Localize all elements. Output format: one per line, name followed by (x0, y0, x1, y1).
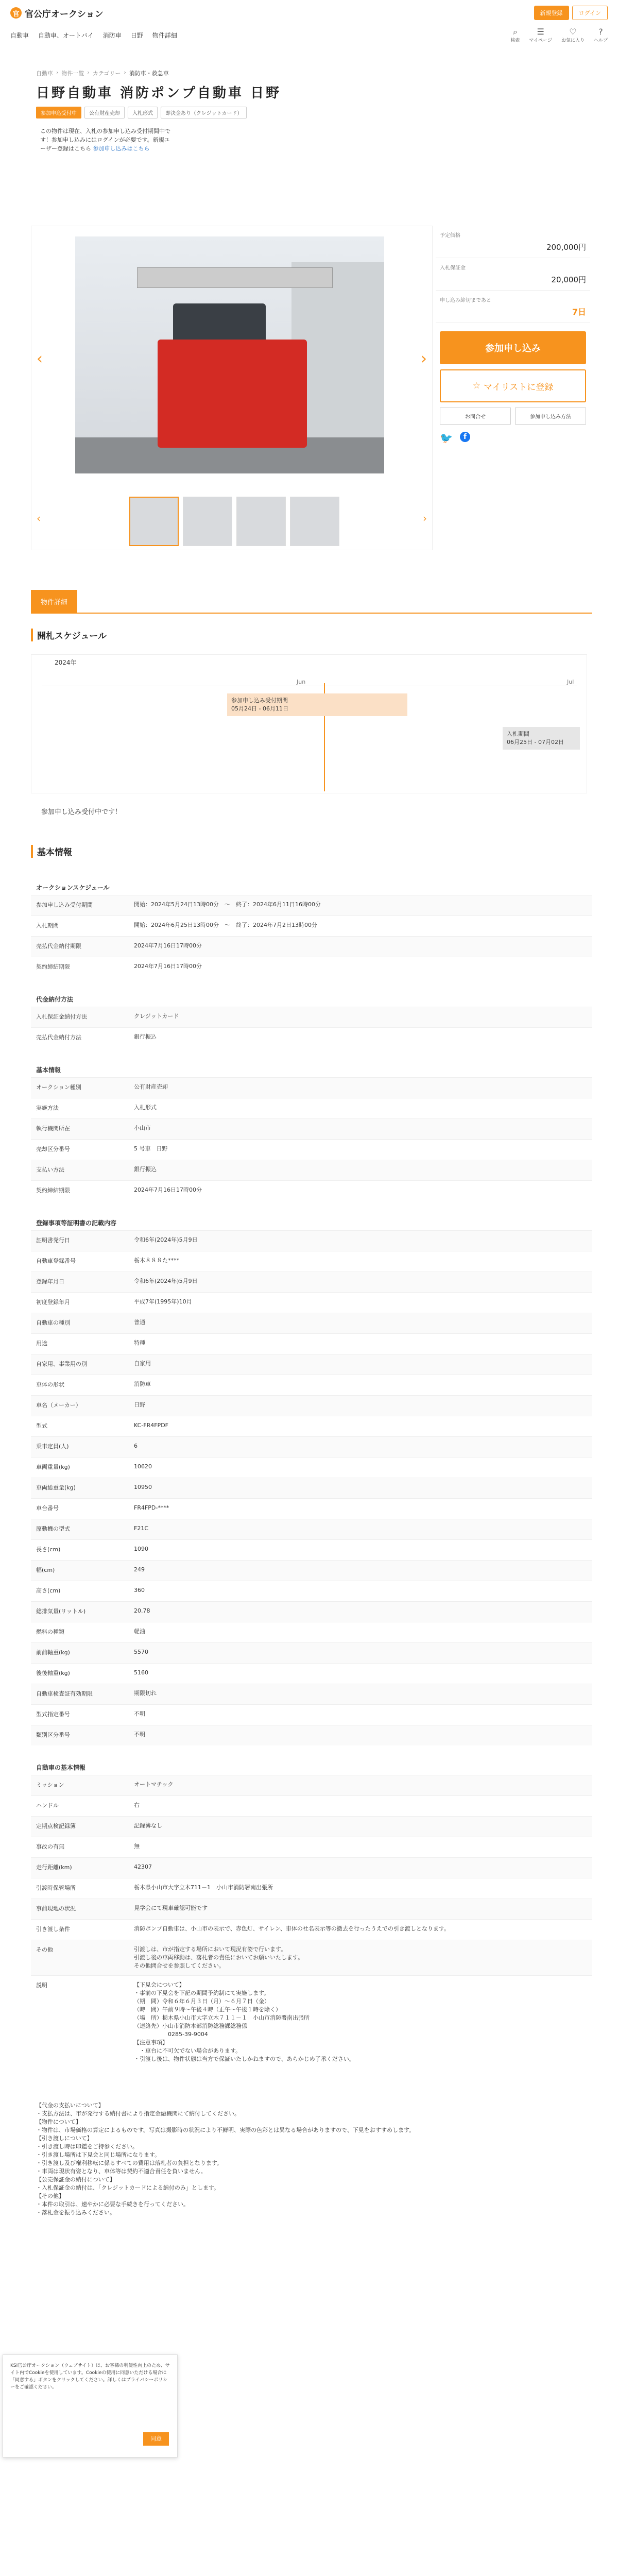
table-row: 初度登録年月 平成7年(1995年)10月 (31, 1292, 592, 1313)
heart-icon[interactable]: ♡ お気に入り (561, 26, 585, 43)
table-row: 型式指定番号 不明 (31, 1704, 592, 1725)
bid-button[interactable]: 参加申し込み (440, 331, 586, 364)
info-table (31, 866, 592, 2222)
table-row: 後後軸重(kg) 5160 (31, 1663, 592, 1684)
table-row: 自家用、事業用の別 自家用 (31, 1354, 592, 1375)
table-row: 燃料の種類 軽油 (31, 1622, 592, 1642)
thumb-prev-icon[interactable]: ‹ (37, 512, 41, 524)
search-icon[interactable]: ⌕ 検索 (510, 26, 520, 43)
schedule-note: 参加申し込み受付中です！ (41, 808, 122, 816)
thumbnail[interactable] (290, 497, 339, 546)
table-row: 前前軸重(kg) 5570 (31, 1642, 592, 1663)
table-row: 登録年月日 令和6年(2024年)5月9日 (31, 1272, 592, 1292)
table-row: 説明 【下見会について】 ・事前の下見会を下記の期間予約制にて実施します。 （期 間）令和６年６月３日（月）～６月７日（金） （時 間）午前９時～午後４時（正午～午後１時を除く） （場 所）栃木県小山市大字立木７１１－１ 小山市消防署南出張所 （連絡先）小山市消防本部消防総務課総務係 0285-39-9004 【注意事項】 ・車台に不可欠でない場合があります。 ・引渡し後は、物件状態は当方で保証いたしかねますので、あらかじめ了承ください。 (31, 1975, 592, 2089)
table-row: 用途 特種 (31, 1333, 592, 1354)
table-row: 車名（メーカー） 日野 (31, 1395, 592, 1416)
global-nav (0, 26, 618, 44)
table-row: ミッション オートマチック (31, 1775, 592, 1795)
table-row: 参加申し込み受付期間 開始：2024年5月24日13時00分 ～ 終了：2024年6月11日16時00分 (31, 895, 592, 916)
header (0, 0, 618, 26)
table-row: 自動車登録番号 栃木８８８た**** (31, 1251, 592, 1272)
table-row: 型式 KC-FR4FPDF (31, 1416, 592, 1436)
menu-icon[interactable]: ☰ マイページ (529, 26, 552, 43)
table-row: 入札期間 開始：2024年6月25日13時00分 ～ 終了：2024年7月2日13時00分 (31, 916, 592, 936)
info-group: 基本情報 オークション種別 公有財産売却 実施方法 入札形式 執行機関所在 小山市 売却区分番号 5 号車 日野 支払い方法 銀行振込 契約締結期限 2024年7月16日17時00分 (31, 1062, 592, 1201)
login-button[interactable]: ログイン (572, 6, 608, 20)
howto-button[interactable]: 参加申し込み方法 (515, 408, 586, 425)
next-arrow-icon[interactable]: › (421, 350, 427, 368)
table-row: 車両重量(kg) 10620 (31, 1457, 592, 1478)
deposit: 20,000円 (551, 275, 586, 284)
breadcrumb-item[interactable]: 自動車 (36, 70, 53, 77)
tab-detail[interactable]: 物件詳細 (31, 590, 77, 613)
nav-item[interactable]: 自動車、オートバイ (38, 31, 94, 39)
table-row: 自動車検査証有効期限 期限切れ (31, 1684, 592, 1704)
cookie-banner: KSI官公庁オークション（ウェブサイト）は、お客様の利便性向上のため、サイト内でCookieを使用しています。Cookieの使用に同意いただける場合は「同意する」ボタンをクリックしてください。詳しくはプライバシーポリシーをご確認ください。 同意 (3, 2354, 178, 2458)
table-row: ハンドル 右 (31, 1795, 592, 1816)
table-row: 自動車の種別 普通 (31, 1313, 592, 1333)
schedule-heading: 開札スケジュール (31, 629, 592, 641)
breadcrumb-item[interactable]: 消防車・救急車 (129, 70, 169, 77)
tag: 入札形式 (128, 107, 158, 118)
table-row: 執行機関所在 小山市 (31, 1118, 592, 1139)
table-row: オークション種別 公有財産売却 (31, 1077, 592, 1098)
breadcrumb-item[interactable]: 物件一覧 (61, 70, 84, 77)
table-row: 原動機の型式 F21C (31, 1519, 592, 1539)
table-row: 走行距離(km) 42307 (31, 1857, 592, 1878)
period-bidding: 入札期間 06月25日 - 07月02日 (503, 727, 580, 750)
period-application: 参加申し込み受付期間 05月24日 - 06月11日 (227, 693, 407, 716)
table-row: 高さ(cm) 360 (31, 1581, 592, 1601)
breadcrumb-item[interactable]: カテゴリー (92, 70, 121, 77)
breadcrumb: 自動車 › 物件一覧 › カテゴリー › 消防車・救急車 (36, 69, 169, 77)
thumbnail[interactable] (183, 497, 232, 546)
schedule-timeline: 2024年 Jun Jul 参加申し込み受付期間 05月24日 - 06月11日 入札期間 06月25日 - 07月02日 (31, 654, 587, 793)
table-row: 事前現地の状況 見学会にて現車確認可能です (31, 1899, 592, 1919)
detail-notes: 【代金の支払いについて】 ・支払方法は、市が発行する納付書により指定金融機関にて納付してください。 【物件について】 ・物件は、市場価格の算定によるものです。写真は撮影時の状況により不鮮明、実際の色彩とは異なる場合がありますので、下見をおすすめします。 【引き渡しについて】 ・引き渡し時は印鑑をご持参ください。 ・引き渡し場所は下見会と同じ場所になります。 ・引き渡し及び権利移転に係るすべての費用は落札者の負担となります。 ・車両は現状有姿となり、車体等は契約不適合責任を負いません。 【公売保証金の納付について】 ・入札保証金の納付は、「クレジットカードによる納付のみ」とします。 【その他】 ・本件の取引は、速やかに必要な手続きを行ってください。 ・落札金を振り込みください。 (36, 2102, 415, 2216)
info-group: 自動車の基本情報 ミッション オートマチック ハンドル 右 定期点検記録簿 記録簿なし 事故の有無 無 走行距離(km) 42307 引渡時保管場所 栃木県小山市大字立木711－1 小山市消防署南出張所 事前現地の状況 見学会にて現車確認可能です 引き渡し条件 消防ポンプ自動車は、小山市の表示で、赤色灯、サイレン、車体の社名表示等の撤去を行ったうえでの引き渡しとなります。 その他 引渡しは、市が指定する場所において現況有姿で行います。 引渡し後の車両移動は、落札者の責任においてお願いいたします。 その他問合せを参照してください。 説明 【下見会について】 ・事前の下見会を下記の期間予約制にて実施します。 （期 間）令和６年６月３日（月）～６月７日（金） （時 間）午前９時～午後４時（正午～午後１時を除く） （場 所）栃木県小山市大字立木７１１－１ 小山市消防署南出張所 （連絡先）小山市消防本部消防総務課総務係 0285-39-9004 【注意事項】 ・車台に不可欠でない場合があります。 ・引渡し後は、物件状態は当方で保証いたしかねますので、あらかじめ了承ください。 (31, 1760, 592, 2089)
register-button[interactable]: 新規登録 (534, 6, 569, 20)
nav-item: 物件詳細 (152, 31, 177, 39)
table-row: 売払代金納付期限 2024年7月16日17時00分 (31, 936, 592, 957)
table-row: 支払い方法 銀行振込 (31, 1160, 592, 1180)
table-row: 実施方法 入札形式 (31, 1098, 592, 1118)
photo-gallery (31, 226, 433, 550)
table-row: 長さ(cm) 1090 (31, 1539, 592, 1560)
notice: この物件は現在、入札の参加申し込み受付期間中です！参加申し込みにはログインが必要です。新規ユーザー登録はこちら 参加申し込みはこちら (40, 128, 170, 152)
apply-link[interactable]: 参加申し込みはこちら (93, 145, 150, 152)
table-row: その他 引渡しは、市が指定する場所において現況有姿で行います。 引渡し後の車両移動は、落札者の責任においてお願いいたします。 その他問合せを参照してください。 (31, 1940, 592, 1975)
logo-icon: 官 (10, 7, 22, 19)
table-row: 契約締結期限 2024年7月16日17時00分 (31, 957, 592, 977)
table-row: 契約締結期限 2024年7月16日17時00分 (31, 1180, 592, 1201)
table-row: 引渡時保管場所 栃木県小山市大字立木711－1 小山市消防署南出張所 (31, 1878, 592, 1899)
facebook-icon[interactable]: f (460, 432, 470, 442)
table-row: 類別区分番号 不明 (31, 1725, 592, 1745)
table-row: 定期点検記録簿 記録簿なし (31, 1816, 592, 1837)
bid-panel: 予定価格 200,000円 入札保証金 20,000円 申し込み締切まであと 7日 参加申し込み ☆ マイリストに登録 お問合せ 参加申し込み方法 🐦 f (436, 226, 590, 451)
thumb-next-icon[interactable]: › (423, 512, 427, 524)
site-logo[interactable]: 官 官公庁オークション (10, 7, 104, 20)
nav-item[interactable]: 日野 (130, 31, 143, 39)
table-row: 車体の形状 消防車 (31, 1375, 592, 1395)
table-row: 総排気量(リットル) 20.78 (31, 1601, 592, 1622)
table-row: 証明書発行日 令和6年(2024年)5月9日 (31, 1230, 592, 1251)
table-row: 車台番号 FR4FPD-**** (31, 1498, 592, 1519)
status-badge: 参加申込受付中 (36, 107, 81, 118)
info-group: オークションスケジュール 参加申し込み受付期間 開始：2024年5月24日13時00分 ～ 終了：2024年6月11日16時00分 入札期間 開始：2024年6月25日13時00分 ～ 終了：2024年7月2日13時00分 売払代金納付期限 2024年7月16日17時00分 契約締結期限 2024年7月16日17時00分 (31, 880, 592, 977)
table-row: 車両総重量(kg) 10950 (31, 1478, 592, 1498)
inquiry-button[interactable]: お問合せ (440, 408, 511, 425)
help-icon[interactable]: ? ヘルプ (593, 26, 608, 43)
tag-list (36, 107, 618, 118)
table-row: 売払代金納付方法 銀行振込 (31, 1027, 592, 1048)
thumbnail[interactable] (129, 497, 179, 546)
nav-item[interactable]: 消防車 (102, 31, 122, 39)
planned-price: 200,000円 (546, 243, 586, 252)
info-group: 代金納付方法 入札保証金納付方法 クレジットカード 売払代金納付方法 銀行振込 (31, 992, 592, 1048)
countdown: 7日 (572, 307, 586, 317)
main-photo[interactable] (75, 236, 384, 473)
tab-bar (31, 590, 592, 614)
table-row: 乗車定員(人) 6 (31, 1436, 592, 1457)
table-row: 幅(cm) 249 (31, 1560, 592, 1581)
basic-info-heading: 基本情報 (31, 845, 592, 858)
page-title: 日野自動車 消防ポンプ自動車 日野 (36, 86, 282, 101)
nav-item[interactable]: 自動車 (10, 31, 29, 39)
mylist-button[interactable]: ☆ マイリストに登録 (440, 369, 586, 402)
table-row: 引き渡し条件 消防ポンプ自動車は、小山市の表示で、赤色灯、サイレン、車体の社名表示等の撤去を行ったうえでの引き渡しとなります。 (31, 1919, 592, 1940)
tag: 即決金あり（クレジットカード） (161, 107, 247, 118)
table-row: 事故の有無 無 (31, 1837, 592, 1857)
prev-arrow-icon[interactable]: ‹ (37, 350, 43, 368)
twitter-icon[interactable]: 🐦 (440, 432, 453, 444)
info-group: 登録事項等証明書の記載内容 証明書発行日 令和6年(2024年)5月9日 自動車登録番号 栃木８８８た**** 登録年月日 令和6年(2024年)5月9日 初度登録年月 平成7年(1995年)10月 自動車の種別 普通 用途 特種 自家用、事業用の別 自家用 車体の形状 消防車 車名（メーカー） 日野 型式 KC-FR4FPDF 乗車定員(人) 6 車両重量(kg) 10620 車両総重量(kg) 10950 車台番号 FR4FPD-**** 原動機の型式 F21C 長さ(cm) 1090 幅(cm) 249 高さ(cm) 360 総排気量(リットル) 20.78 燃料の種類 軽油 前前軸重(kg) 5570 後後軸重(kg) 5160 自動車検査証有効期限 期限切れ 型式指定番号 不明 類別区分番号 不明 (31, 1215, 592, 1745)
table-row: 売却区分番号 5 号車 日野 (31, 1139, 592, 1160)
star-icon: ☆ (472, 381, 480, 391)
tag: 公有財産売却 (84, 107, 125, 118)
cookie-accept-button[interactable]: 同意 (143, 2432, 169, 2446)
table-row: 入札保証金納付方法 クレジットカード (31, 1007, 592, 1027)
thumbnail[interactable] (236, 497, 286, 546)
